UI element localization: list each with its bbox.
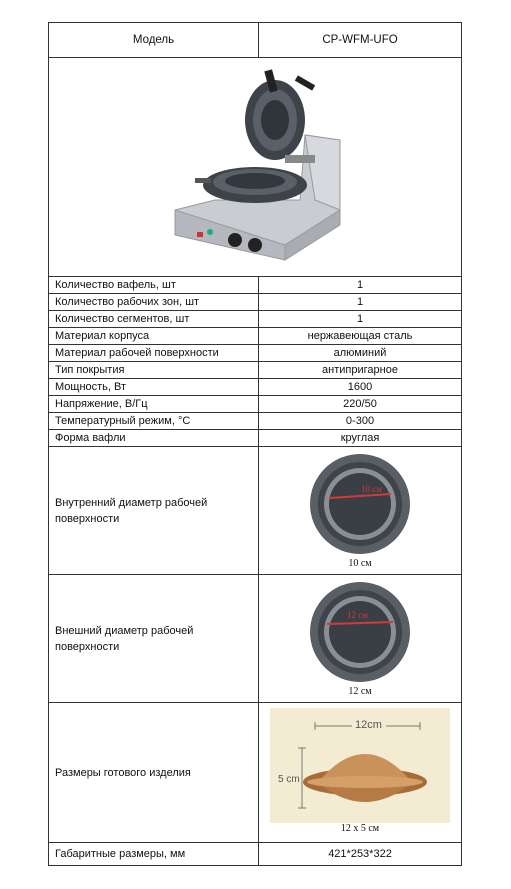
dimensions-value: 421*253*322	[259, 843, 462, 866]
spec-label: Тип покрытия	[49, 362, 259, 379]
header-label: Модель	[49, 23, 259, 58]
spec-value: 0-300	[259, 413, 462, 430]
outer-diameter-caption: 12 см	[348, 685, 372, 697]
spec-row	[49, 413, 462, 430]
spec-value: алюминий	[259, 345, 462, 362]
waffle-product-image	[270, 708, 450, 823]
width-mark: 12cm	[355, 719, 382, 731]
dimensions-label: Габаритные размеры, мм	[49, 843, 259, 866]
outer-mark: 12 см	[347, 609, 368, 620]
spec-label: Количество рабочих зон, шт	[49, 294, 259, 311]
spec-row	[49, 362, 462, 379]
spec-label: Мощность, Вт	[49, 379, 259, 396]
spec-label: Количество сегментов, шт	[49, 311, 259, 328]
header-model: CP-WFM-UFO	[259, 23, 462, 58]
outer-diameter-label: Внешний диаметр рабочей поверхности	[49, 575, 259, 703]
spec-row	[49, 345, 462, 362]
spec-value: антипригарное	[259, 362, 462, 379]
spec-value: 1	[259, 294, 462, 311]
inner-mark: 10 см	[361, 483, 382, 494]
spec-row	[49, 379, 462, 396]
spec-row	[49, 328, 462, 345]
inner-diameter-caption: 10 см	[348, 557, 372, 569]
photo-row	[49, 58, 462, 277]
product-size-label: Размеры готового изделия	[49, 703, 259, 843]
spec-label: Материал корпуса	[49, 328, 259, 345]
spec-label: Напряжение, В/Гц	[49, 396, 259, 413]
spec-value: 1	[259, 277, 462, 294]
spec-row	[49, 396, 462, 413]
product-size-row	[49, 703, 462, 843]
spec-label: Количество вафель, шт	[49, 277, 259, 294]
spec-row	[49, 430, 462, 447]
waffle-maker-image	[155, 60, 355, 270]
outer-plate-image	[305, 578, 415, 686]
height-mark: 5 cm	[278, 774, 300, 785]
spec-value: нержавеющая сталь	[259, 328, 462, 345]
spec-label: Материал рабочей поверхности	[49, 345, 259, 362]
spec-row	[49, 277, 462, 294]
spec-value: 220/50	[259, 396, 462, 413]
spec-value: круглая	[259, 430, 462, 447]
outer-diameter-row	[49, 575, 462, 703]
spec-row	[49, 294, 462, 311]
spec-label: Форма вафли	[49, 430, 259, 447]
header-row	[49, 23, 462, 58]
inner-plate-image	[305, 450, 415, 558]
inner-diameter-label: Внутренний диаметр рабочей поверхности	[49, 447, 259, 575]
outer-diameter-cell	[259, 575, 462, 703]
product-size-caption: 12 x 5 см	[340, 823, 380, 834]
spec-value: 1	[259, 311, 462, 328]
spec-label: Температурный режим, °С	[49, 413, 259, 430]
product-size-cell	[259, 703, 462, 843]
inner-diameter-cell	[259, 447, 462, 575]
spec-row	[49, 311, 462, 328]
inner-diameter-row	[49, 447, 462, 575]
spec-table	[48, 22, 462, 866]
spec-value: 1600	[259, 379, 462, 396]
dimensions-row	[49, 843, 462, 866]
product-photo-cell	[49, 58, 462, 277]
